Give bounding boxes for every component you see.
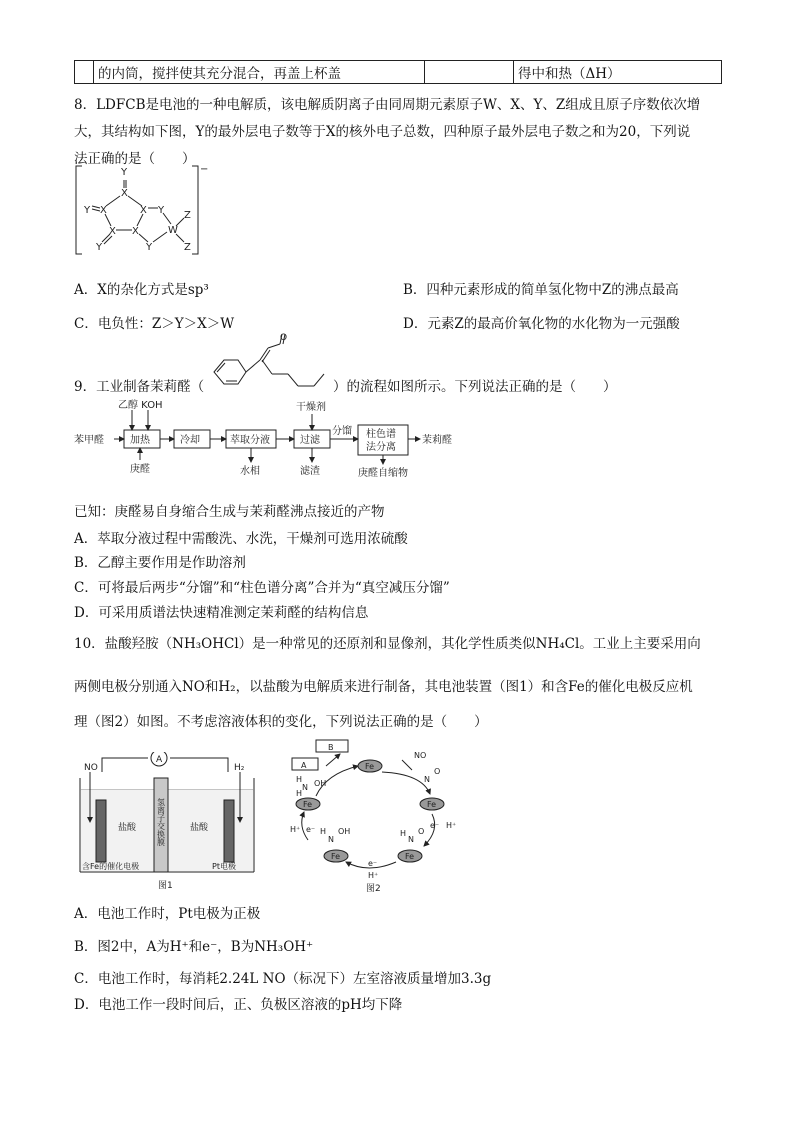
q8-atom: Z xyxy=(184,210,191,221)
top-table xyxy=(74,60,722,84)
fig1-right-electrode: Pt电极 xyxy=(212,862,236,871)
flow-end: 茉莉醛 xyxy=(422,435,452,446)
fig2-caption: 图2 xyxy=(366,884,381,894)
flow-box-column-2: 法分离 xyxy=(366,442,396,453)
q8-anion-structure xyxy=(72,162,212,258)
q8-option-b: B．四种元素形成的简单氢化物中Z的沸点最高 xyxy=(403,282,679,298)
fig2-no: NO xyxy=(414,751,427,760)
fig1-h2-label: H₂ xyxy=(234,763,245,773)
svg-text:H: H xyxy=(296,789,303,798)
svg-text:N: N xyxy=(302,783,308,792)
q8-charge: − xyxy=(200,164,209,175)
fig2-fe: Fe xyxy=(405,852,415,861)
jasminaldehyde-structure xyxy=(206,330,334,394)
q9-option-a: A．萃取分液过程中需酸洗、水洗，干燥剂可选用浓硫酸 xyxy=(74,531,408,547)
svg-text:H: H xyxy=(296,775,303,784)
q10-stem-line-2: 两侧电极分别通入NO和H₂，以盐酸为电解质来进行制备，其电池装置（图1）和含Fe的催化电极反应机 xyxy=(74,679,693,695)
svg-text:O: O xyxy=(418,827,425,836)
fig2-hplus: H⁺ xyxy=(446,821,457,830)
q8-atom: Y xyxy=(158,205,165,216)
q8-atom: Y xyxy=(84,205,91,216)
fig1-caption: 图1 xyxy=(158,881,173,891)
fig2-hplus: H⁺ xyxy=(290,825,301,834)
flow-aqueous: 水相 xyxy=(240,466,260,477)
q9-option-b: B．乙醇主要作用是作助溶剂 xyxy=(74,555,246,571)
q10-figure-2 xyxy=(282,738,462,894)
q8-atom: W xyxy=(168,225,178,236)
fig1-left-solution: 盐酸 xyxy=(118,823,137,833)
q9-option-c: C．可将最后两步“分馏”和“柱色谱分离”合并为“真空减压分馏” xyxy=(74,580,450,596)
q8-atom: Y xyxy=(121,167,128,178)
fig1-membrane: 氢离子交换膜 xyxy=(156,798,166,846)
fig2-eminus: e⁻ xyxy=(306,825,316,834)
q10-stem-line-3: 理（图2）如图。不考虑溶液体积的变化，下列说法正确的是（ ） xyxy=(74,714,488,730)
svg-text:N: N xyxy=(408,835,414,844)
svg-text:H: H xyxy=(400,829,407,838)
q10-stem-line-1: 10．盐酸羟胺（NH₃OHCl）是一种常见的还原剂和显像剂，其化学性质类似NH₄Cl。工业上主要采用向 xyxy=(74,636,701,652)
flow-box-cool: 冷却 xyxy=(180,435,200,446)
svg-text:O: O xyxy=(434,767,441,776)
flow-byproduct: 庚醛自缩物 xyxy=(358,468,408,479)
svg-text:N: N xyxy=(328,835,334,844)
q10-option-b: B．图2中，A为H⁺和e⁻，B为NH₃OH⁺ xyxy=(74,939,314,955)
q8-atom: X xyxy=(121,188,128,199)
q8-option-d: D．元素Z的最高价氧化物的水化物为一元强酸 xyxy=(403,316,680,332)
ammeter-icon: A xyxy=(156,755,163,765)
flow-desiccant: 干燥剂 xyxy=(296,402,326,413)
fig2-fe: Fe xyxy=(365,762,375,771)
q8-option-a: A．X的杂化方式是sp³ xyxy=(74,282,209,298)
flow-box-extract: 萃取分液 xyxy=(230,435,270,446)
fig2-box-a: A xyxy=(301,761,307,770)
svg-text:H: H xyxy=(320,827,327,836)
q8-atom: X xyxy=(100,205,107,216)
q8-atom: Y xyxy=(96,242,103,253)
fig2-fe: Fe xyxy=(303,800,313,809)
flow-reagents: 乙醇 KOH xyxy=(118,400,163,411)
table-cell: 得中和热（ΔH） xyxy=(514,61,722,84)
q8-stem-line-2: 大，其结构如下图，Y的最外层电子数等于X的核外电子总数，四种原子最外层电子数之和为20，下列说 xyxy=(74,124,691,140)
fig2-fe: Fe xyxy=(331,852,341,861)
q10-option-a: A．电池工作时，Pt电极为正极 xyxy=(74,906,261,922)
q9-known: 已知：庚醛易自身缩合生成与茉莉醛沸点接近的产物 xyxy=(74,504,385,520)
q9-stem-post: ）的流程如图所示。下列说法正确的是（ ） xyxy=(333,379,617,395)
flow-residue: 滤渣 xyxy=(300,466,320,477)
fig2-fe: Fe xyxy=(427,800,437,809)
q8-option-c: C．电负性：Z＞Y＞X＞W xyxy=(74,316,235,332)
q9-stem-pre: 9．工业制备茉莉醛（ xyxy=(74,379,205,395)
flow-box-heat: 加热 xyxy=(130,435,150,446)
q9-flow-diagram xyxy=(74,398,474,492)
flow-box-filter: 过滤 xyxy=(300,435,320,446)
q9-option-d: D．可采用质谱法快速精准测定茉莉醛的结构信息 xyxy=(74,605,369,621)
flow-distill: 分馏 xyxy=(332,426,352,437)
q10-figure-1 xyxy=(78,752,260,894)
q10-option-d: D．电池工作一段时间后，正、负极区溶液的pH均下降 xyxy=(74,997,403,1013)
flow-box-column-1: 柱色谱 xyxy=(366,429,396,440)
table-cell: 的内筒，搅拌使其充分混合，再盖上杯盖 xyxy=(94,61,425,84)
fig2-box-b: B xyxy=(328,743,334,752)
q10-option-c: C．电池工作时，每消耗2.24L NO（标况下）左室溶液质量增加3.3g xyxy=(74,971,492,987)
q8-atom: Y xyxy=(146,242,153,253)
q8-atom: X xyxy=(109,226,116,237)
fig1-no-label: NO xyxy=(84,763,98,773)
svg-text:OH: OH xyxy=(338,827,351,836)
fig1-left-electrode: 含Fe的催化电极 xyxy=(82,862,140,871)
q8-atom: Z xyxy=(184,242,191,253)
table-row xyxy=(75,61,722,84)
fig2-eminus: e⁻ xyxy=(368,859,378,868)
q8-atom: X xyxy=(140,205,147,216)
fig1-right-solution: 盐酸 xyxy=(190,823,209,833)
fig2-eminus: e⁻ xyxy=(430,821,440,830)
fig2-hplus: H⁺ xyxy=(368,871,379,880)
svg-text:O: O xyxy=(280,333,288,343)
flow-heptanal: 庚醛 xyxy=(130,464,150,475)
q8-stem-line-3: 法正确的是（ ） xyxy=(74,151,196,167)
flow-start: 苯甲醛 xyxy=(74,435,104,446)
svg-text:N: N xyxy=(424,775,430,784)
q8-stem-line-1: 8．LDFCB是电池的一种电解质，该电解质阴离子由同周期元素原子W、X、Y、Z组成且原子序数依次增 xyxy=(74,97,701,113)
q8-atom: X xyxy=(132,226,139,237)
svg-text:OH: OH xyxy=(314,779,327,788)
